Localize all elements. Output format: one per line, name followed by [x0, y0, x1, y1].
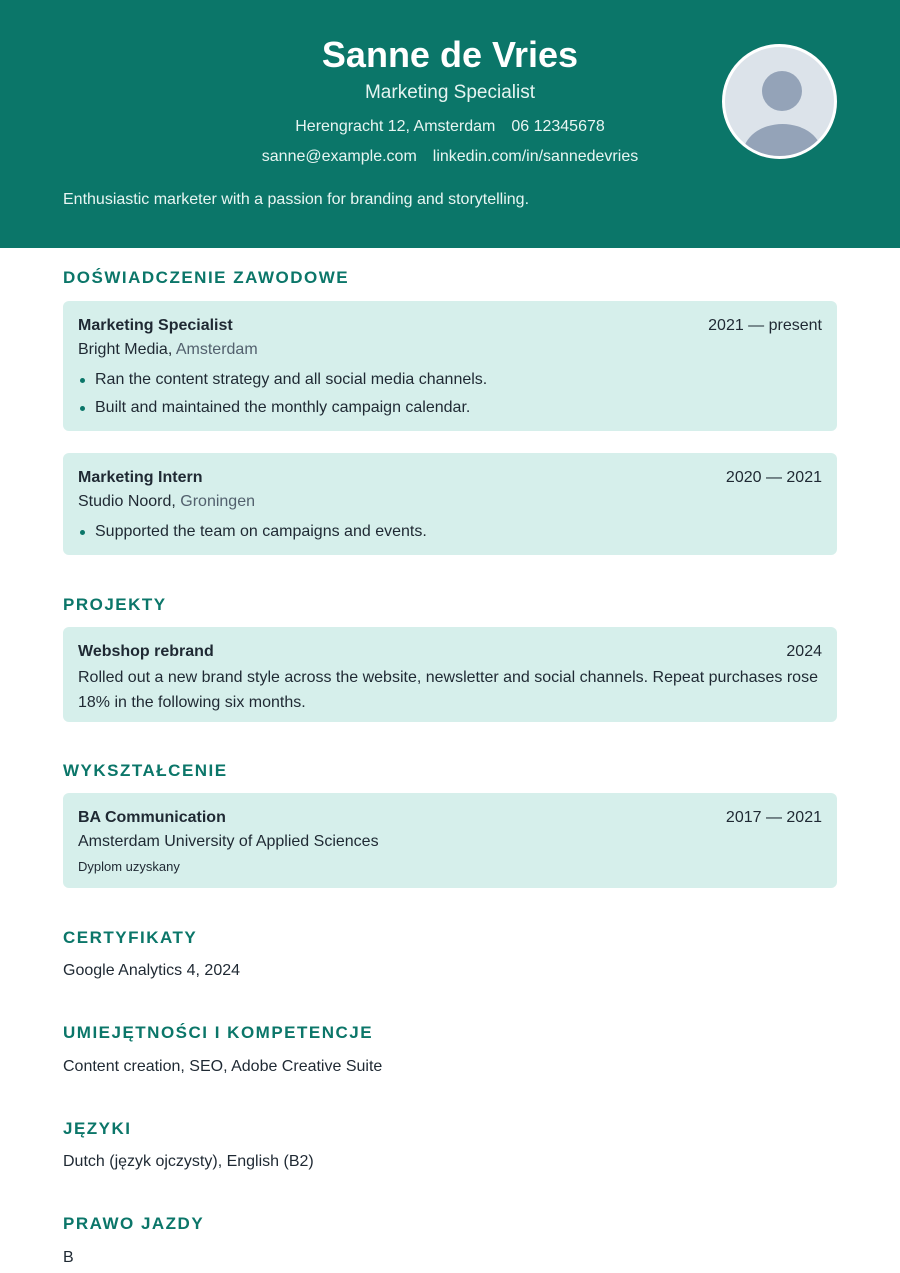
section-title-education: WYKSZTAŁCENIE: [63, 761, 228, 780]
section-title-certificates: CERTYFIKATY: [63, 928, 198, 947]
job-bullet: Built and maintained the monthly campaign calendar.: [78, 394, 822, 422]
education-card: [63, 793, 837, 888]
project-year: 2024: [786, 643, 822, 660]
job-company: Studio Noord: [78, 493, 172, 510]
job-dates: 2021 — present: [708, 317, 822, 334]
candidate-name: Sanne de Vries: [321, 34, 579, 75]
education-dates: 2017 — 2021: [725, 809, 822, 826]
linkedin-link[interactable]: linkedin.com/in/sannedevries: [432, 148, 639, 165]
project-card: [63, 627, 837, 722]
job-location: Groningen: [180, 493, 255, 510]
job-bullets: [78, 518, 822, 546]
languages-text: Dutch (język ojczysty), English (B2): [63, 1153, 314, 1170]
job-location: Amsterdam: [175, 341, 258, 358]
candidate-role: Marketing Specialist: [364, 82, 536, 103]
section-title-projects: PROJEKTY: [63, 595, 167, 614]
job-title: Marketing Intern: [78, 469, 203, 486]
project-description: Rolled out a new brand style across the website, newsletter and social channels. Repeat purchases rose 18% in the following six months.: [78, 669, 818, 711]
profile-summary: Enthusiastic marketer with a passion for branding and storytelling.: [63, 191, 530, 208]
job-dates: 2020 — 2021: [725, 469, 822, 486]
phone-text: 06 12345678: [511, 118, 605, 135]
skills-text: Content creation, SEO, Adobe Creative Suite: [63, 1058, 383, 1075]
section-title-driving: PRAWO JAZDY: [63, 1214, 205, 1233]
degree-title: BA Communication: [78, 809, 226, 826]
email-link[interactable]: sanne@example.com: [261, 148, 417, 165]
school-name: Amsterdam University of Applied Sciences: [78, 833, 379, 850]
resume-header: [0, 0, 900, 248]
education-note: Dyplom uzyskany: [78, 859, 180, 874]
certificates-text: Google Analytics 4, 2024: [63, 962, 241, 979]
address-text: Herengracht 12, Amsterdam: [295, 118, 496, 135]
section-title-skills: UMIEJĘTNOŚCI I KOMPETENCJE: [63, 1023, 374, 1042]
job-card: Marketing Intern 2020 — 2021 Studio Noord, Groningen Supported the team on campaigns and events.: [63, 453, 837, 555]
avatar-head-icon: [762, 71, 802, 111]
job-bullet: Ran the content strategy and all social media channels.: [78, 366, 822, 394]
avatar: [722, 44, 837, 159]
project-title: Webshop rebrand: [78, 643, 214, 660]
section-title-experience: DOŚWIADCZENIE ZAWODOWE: [63, 268, 350, 287]
job-card: Marketing Specialist 2021 — present Bright Media, Amsterdam Ran the content strategy and all social media channels. Built and maintained the monthly campaign calendar.: [63, 301, 837, 431]
job-bullet: Supported the team on campaigns and events.: [78, 518, 822, 546]
job-title: Marketing Specialist: [78, 317, 233, 334]
job-bullets: [78, 366, 822, 422]
section-title-languages: JĘZYKI: [63, 1119, 132, 1138]
avatar-body-icon: [743, 124, 822, 159]
job-company: Bright Media: [78, 341, 168, 358]
driving-text: B: [63, 1249, 74, 1266]
